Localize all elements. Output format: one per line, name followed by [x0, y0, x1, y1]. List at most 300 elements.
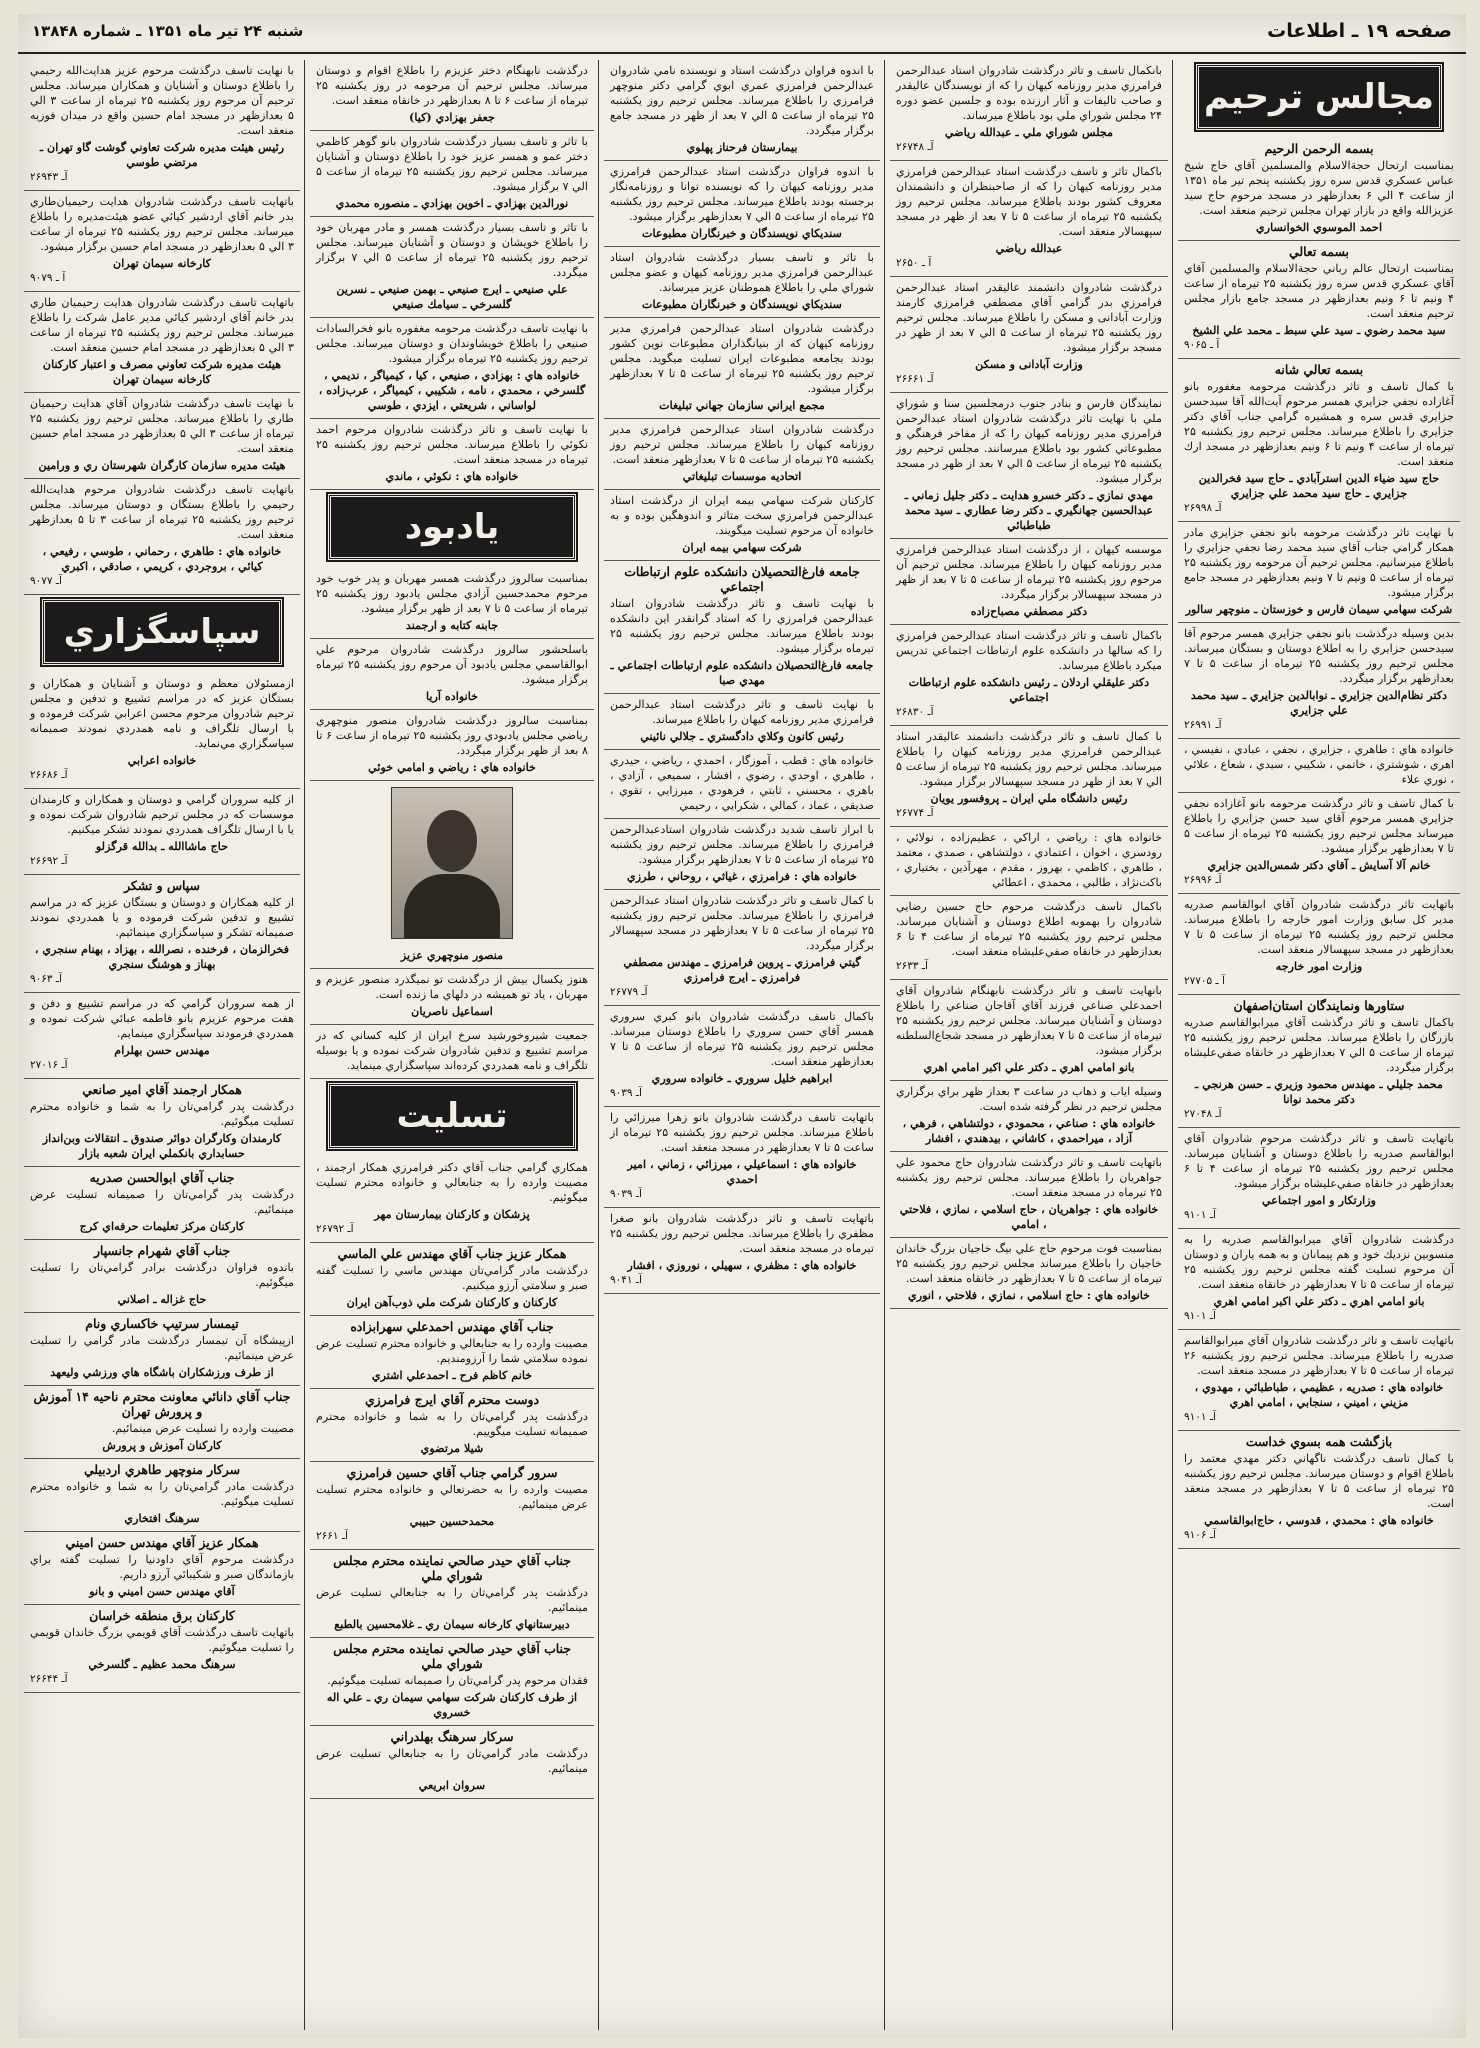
notice-sign: وزارت امور خارجه — [1275, 959, 1363, 973]
notice-body: همكاري گرامي جناب آقاي دكتر فرامرزي همكار ارجمند ، مصيبت وارده را به جنابعالي و خانواده محترم تسليت ميگوئيم. — [316, 1161, 588, 1204]
tasliat-banner: تسليت — [328, 1083, 576, 1149]
notice-sign: جامعه فارغ‌التحصيلان دانشكده علوم ارتباطات اجتماعي ـ مهدي صبا — [610, 658, 874, 687]
notice-code: آـ ۲۶۹۹۶ — [1184, 874, 1222, 886]
notice-sign: نورالدين بهزادي ـ اخوين بهزادي ـ منصوره محمدي — [335, 196, 569, 210]
notice-body: خانواده هاي : رياضي ، اراكي ، عظيم‌زاده ، نولائي ، رودسري ، اخوان ، اعتمادي ، دولتشاهي ، صمدي ، معتمد ، طاهري ، كاظمي ، بهروز ، مقدم ، مهرآذين ، بختياري ، باكت‌نژاد ، طالبي ، محمدي ، اعطائي — [896, 831, 1162, 889]
notice-sign: هيئت مديره شركت تعاوني مصرف و اعتبار كاركنان كارخانه سيمان تهران — [42, 357, 282, 386]
notice-sign: شركت سهامي بيمه ايران — [682, 540, 802, 554]
notice-sign: خانواده هاي : جواهريان ، حاج اسلامي ، نمازي ، فلاحتي ، امامي — [899, 1202, 1159, 1231]
notice-sign: محمدحسين حبيبي — [409, 1514, 495, 1528]
notice-sign: خانواده هاي : بهزادي ، صنيعي ، كيا ، كيمياگر ، نديمي ، گلسرخي ، محمدي ، نامه ، شكيبي ، كيمياگر ، عرب‌زاده ، لواساني ، شريعتي ، ايزدي ، طوسي — [318, 368, 586, 412]
notice-block — [24, 191, 300, 292]
notice-block — [24, 479, 300, 595]
notice-block — [890, 896, 1168, 980]
notice-block — [310, 1550, 594, 1638]
notice-list — [1178, 138, 1460, 1549]
notice-sign: خانواده هاي : محمدي ، قدوسي ، حاج‌ابوالقاسمي — [1204, 1513, 1434, 1527]
notice-code: آـ ۲۶۳۳ — [896, 960, 928, 972]
notice-block — [1178, 739, 1460, 793]
notice-title: جناب آقاي دانائي معاونت محترم ناحيه ۱۴ آموزش و پرورش تهران — [33, 1389, 291, 1419]
notice-title: همكار عزيز جناب آقاي مهندس علي الماسي — [337, 1246, 567, 1261]
notice-sign: دكتر مصطفي مصباح‌زاده — [970, 604, 1088, 618]
column-rule — [598, 60, 599, 2030]
notice-block — [310, 1726, 594, 1799]
column-5 — [24, 60, 300, 2030]
notice-sign: رئيس هيئت مديره شركت تعاوني گوشت گاو تهران ـ مرتضي طوسي — [39, 140, 285, 169]
notice-sign: ابراهيم خليل سروري ـ خانواده سروري — [651, 1071, 833, 1085]
notice-body: بمناسبت ارتحال عالم رباني حجة‌الاسلام والمسلمين آقاي آقاي عسكري قدس سره روز يكشنبه ۲۵ تيرماه از ساعت ۴ ونيم تا ۶ ونيم بعدازظهر در مسجد جامع بازار مجلس ترحيم منعقد است. — [1184, 262, 1454, 320]
notice-sign: محمد جليلي ـ مهندس محمود وزيري ـ حسن هرنجي ـ دكتر محمد نوانا — [1195, 1077, 1443, 1106]
notice-block — [24, 1313, 300, 1386]
notice-title: سركار سرهنگ بهلدراني — [390, 1729, 514, 1744]
notice-block — [890, 161, 1168, 277]
notice-body: با اندوه فراوان درگذشت استاد و نويسنده نامي شادروان عبدالرحمن فرامرزي عمري ابوي گرامي دكتر منوچهر فرامرزي را باطلاع ميرساند. مجلس ترحيم روز يكشنبه ۲۵ تيرماه از ساعت ۵ الي ۷ بعد از ظهر در مسجد جامع برگزار ميگردد. — [610, 64, 874, 137]
notice-block — [890, 1152, 1168, 1238]
notice-block — [890, 1081, 1168, 1152]
notice-sign: خانواده هاي : مظفري ، سهيلي ، نوروزي ، افشار — [627, 1258, 857, 1272]
notice-sign: خانواده هاي : حاج اسلامي ، نمازي ، فلاحتي ، انوري — [907, 1288, 1151, 1302]
notice-title: جامعه فارغ‌التحصيلان دانشكده علوم ارتباطات اجتماعي — [624, 564, 860, 594]
notice-code: آـ ۲۶۹۹۱ — [1184, 719, 1222, 731]
notice-title: بسمه تعالي شانه — [1274, 362, 1364, 377]
notice-title: كاركنان برق منطقه خراسان — [89, 1608, 235, 1623]
notice-body: وسيله اياب و ذهاب در ساعت ۳ بعداز ظهر براي برگزاري مجلس ترحيم در نظر گرفته شده است. — [896, 1085, 1162, 1113]
notice-block — [1178, 1330, 1460, 1431]
notice-list — [310, 568, 594, 781]
notice-body: با كمال تاسف و تاثر درگذشت مرحومه بانو آغازاده نجفي جزايري همسر مرحوم آقاي سيد حسن جزايري را باطلاع ميرساند مجلس ترحيم روز يكشنبه ۲۵ تيرماه از ساعت ۵ تا ۷ بعدازظهر برگزار ميشود. — [1184, 797, 1454, 855]
notice-block — [604, 161, 880, 247]
column-4 — [310, 60, 594, 2030]
notice-body: فقدان مرحوم پدر گرامي‌تان را صميمانه تسليت ميگوئيم. — [327, 1674, 588, 1687]
notice-title: جناب آقاي شهرام جانسپار — [93, 1243, 231, 1258]
notice-block — [604, 1208, 880, 1294]
notice-block — [890, 980, 1168, 1081]
notice-block — [310, 639, 594, 710]
notice-block — [24, 875, 300, 993]
notice-body: درگذشت شادروان استاد عبدالرحمن فرامرزي مدير روزنامه كيهان را باطلاع ميرساند. مجلس ترحيم روز يكشنبه ۲۵ تيرماه از ساعت ۵ تا ۷ بعدازظهر منعقد است. — [610, 423, 874, 466]
notice-title: دوست محترم آقاي ايرج فرامرزي — [364, 1392, 540, 1407]
notice-sign: شيلا مرتضوي — [420, 1441, 484, 1455]
notice-block — [1178, 1229, 1460, 1330]
notice-title: جناب آقاي حيدر صالحي نماينده محترم مجلس شوراي ملي — [333, 1641, 571, 1671]
notice-body: باتهايت تاسف درگذشت آقاي قويمي بزرگ خاندان قويمي را تسليت ميگوئيم. — [30, 1626, 294, 1654]
notice-block — [24, 789, 300, 875]
notice-body: مصيبت وارده را تسليت عرض مينمائيم. — [111, 1422, 294, 1435]
notice-block — [604, 318, 880, 419]
column-1 — [1178, 60, 1460, 2030]
notice-block — [890, 1238, 1168, 1309]
notice-sign: كاركنان و كاركنان شركت ملي ذوب‌آهن ايران — [346, 1295, 558, 1309]
notice-code: آـ ۲۶۸۳۰ — [896, 706, 934, 718]
notice-sign: خانم كاظم فرح ـ احمدعلي اشتري — [371, 1368, 533, 1382]
notice-block — [24, 1167, 300, 1240]
notice-block — [310, 568, 594, 639]
notice-block — [24, 292, 300, 393]
notice-sign: شركت سهامي سيمان فارس و خوزستان ـ منوچهر سالور — [1185, 602, 1453, 616]
notice-block — [24, 1605, 300, 1693]
notice-sign: حاج ماشاالله ـ بدالله قرگزلو — [95, 839, 229, 853]
notice-sign: خانواده هاي : اسماعيلي ، ميرزائي ، زماني ، امير احمدي — [627, 1157, 857, 1186]
notice-list — [604, 60, 880, 1294]
notice-body: با نهايت تاسف و تاثر درگذشت استاد عبدالرحمن فرامرزي مدير روزنامه كيهان را باطلاع ميرساند. — [610, 698, 874, 726]
notice-block — [310, 419, 594, 490]
notice-sign: هيئت مديره سازمان كارگران شهرستان ري و ورامين — [38, 458, 286, 472]
sepasgozari-banner: سپاسگزاري — [42, 599, 282, 665]
notice-block — [604, 819, 880, 890]
notice-code: آـ ۲۶۶۶۱ — [896, 373, 934, 385]
notice-code: آـ ۲۶۷۴۸ — [896, 141, 934, 153]
notice-body: باتهايت تاسف و تاثر درگذشت شادروان حاج محمود علي جواهريان را باطلاع ميرساند. مجلس ترحيم روز يكشنبه ۲۵ تيرماه در مسجد منعقد است. — [896, 1156, 1162, 1199]
notice-block — [1178, 359, 1460, 522]
notice-body: باكمال تاسف درگذشت شادروان بانو كبري سروري همسر آقاي حسن سروري را باطلاع دوستان ميرساند. مجلس ترحيم روز يكشنبه ۲۵ تيرماه از ساعت ۵ تا ۷ بعدازظهر منعقد است. — [610, 1010, 874, 1068]
newspaper-page — [18, 14, 1466, 2038]
notice-body: بانهايت تاسف و تاثر درگذشت نابهنگام شادروان آقاي احمدعلي صناعي فرزند آقاي آقاجان صناعي را باطلاع دوستان و آشنايان ميرساند. مجلس ترحيم روز يكشنبه ۲۵ تيرماه از ساعت ۵ تا ۷ بعدازظهر در مسجد شجاع‌السلطنه برگزار ميشود. — [896, 984, 1162, 1057]
notice-body: باكمال تاسف درگذشت مرحوم حاج حسين رضايي شادروان را بهموبه اطلاع دوستان و آشنايان ميرساند. مجلس ترحيم روز يكشنبه ۲۵ تيرماه از ساعت ۴ تا ۶ بعدازظهر در خانقاه صفي‌عليشاه منعقد است. — [896, 900, 1162, 958]
notice-title: بسمه تعالي — [1289, 244, 1349, 259]
notice-body: باكمال تاثر و تاسف درگذشت استاد عبدالرحمن فرامرزي مدير روزنامه كيهان را كه از صاحبنظران و دانشمندان معروف كشور بودند باطلاع ميرساند. مجلس ترحيم روز يكشنبه ۲۵ تيرماه از ساعت ۵ تا ۷ بعد از ظهر در مسجد سپهسالار منعقد است. — [896, 165, 1162, 238]
notice-body: خانواده هاي : طاهري ، جزايري ، نجفي ، عبادي ، نفيسي ، اهري ، شوشتري ، خاتمي ، شكيبي ، سيدي ، شعاع ، علائي ، نوري علاء — [1184, 743, 1454, 786]
notice-block — [1178, 793, 1460, 894]
notice-sign: خانواده هاي : طاهري ، رحماني ، طوسي ، رفيعي ، كيائي ، بروجردي ، كريمي ، صادقي ، اكبري — [42, 544, 282, 573]
notice-block — [1178, 1128, 1460, 1229]
notice-sign: پزشكان و كاركنان بيمارستان مهر — [374, 1207, 530, 1221]
notice-code: آـ ۲۶۶۴۴ — [30, 1673, 68, 1685]
notice-block — [604, 419, 880, 490]
notice-sign: خانم آلا آسايش ـ آقاي دكتر شمس‌الدين جزايري — [1207, 858, 1431, 872]
notice-sign: خانواده اعرابي — [127, 753, 197, 767]
notice-block — [310, 217, 594, 318]
notice-block — [310, 60, 594, 131]
notice-block — [24, 993, 300, 1079]
notice-code: آـ ۹۱۰۱ — [1184, 1209, 1216, 1221]
notice-body: خانواده هاي : قطب ، آموزگار ، احمدي ، رياضي ، حيدري ، طاهري ، اوحدي ، رضوي ، افشار ، سميعي ، آزادي ، باهري ، محسني ، ثابتي ، فرهودي ، ميرزايي ، تقوي ، صديقي ، عماد ، كمالي ، شكرايي ، رحيمي — [610, 754, 874, 812]
notice-block — [604, 60, 880, 161]
notice-list — [890, 60, 1168, 1309]
notice-sign: سرهنگ محمد عظيم ـ گلسرخي — [88, 1657, 236, 1671]
notice-block — [604, 694, 880, 750]
notice-body: با اندوه فراوان درگذشت استاد عبدالرحمن فرامرزي مدير روزنامه كيهان را كه نويسنده توانا و روزنامه‌نگار برجسته بودند باطلاع ميرساند. مجلس ترحيم روز يكشنبه ۲۵ تيرماه از ساعت ۵ الي ۷ بعدازظهر برگزار ميشود. — [610, 165, 874, 223]
notice-body: از همه سروران گرامي كه در مراسم تشييع و دفن و هفت مرحوم عزيزم بانو فاطمه عبائي شركت نموده و همدردي فرمودند سپاسگزاري مينمايم. — [30, 997, 294, 1040]
notice-body: با نهايت تاسف و تاثر درگذشت شادروان استاد عبدالرحمن فرامرزي را كه استاد گرانقدر اين دانشكده بودند باطلاع ميرساند. مجلس ترحيم روز يكشنبه ۲۵ تيرماه برگزار ميشود. — [610, 597, 874, 655]
notice-code: آـ ۹۰۳۹ — [610, 1188, 642, 1200]
notice-body: موسسه كيهان ، از درگذشت استاد عبدالرحمن فرامرزي مدير روزنامه كيهان را باطلاع ميرساند. مجلس ترحيم آن مرحوم روز يكشنبه ۲۵ تيرماه از ساعت ۵ تا ۷ بعد از ظهر در مسجد سپهسالار برگزار ميگردد. — [896, 543, 1163, 601]
notice-code: آـ ۹۱۰۱ — [1184, 1310, 1216, 1322]
notice-sign: خانواده هاي : فرامرزي ، غياثي ، روحاني ، طرزي — [626, 869, 858, 883]
notice-body: درگذشت نابهنگام دختر عزيزم را باطلاع اقوام و دوستان ميرساند. مجلس ترحيم آن مرحومه در روز يكشنبه ۲۵ تيرماه از ساعت ۶ تا ۸ بعدازظهر در خانقاه منعقد است. — [316, 64, 588, 107]
notice-block — [1178, 995, 1460, 1128]
notice-body: با تاثر و تاسف بسيار درگذشت شادروان استاد عبدالرحمن فرامرزي مدير روزنامه كيهان و عضو مجلس شوراي ملي را باطلاع هموطنان عزيز ميرساند. — [610, 251, 874, 294]
notice-code: آـ ۲۶۷۹۲ — [316, 1223, 354, 1235]
photo-caption: منصور منوچهري عزيز — [310, 945, 594, 969]
notice-body: با تاثر و تاسف بسيار درگذشت همسر و مادر مهربان خود را باطلاع خويشان و دوستان و آشنايان ميرساند. مجلس ترحيم روز يكشنبه ۲۵ تيرماه از ساعت ۵ الي ۷ برگزار ميگردد. — [316, 221, 588, 279]
notice-sign: سروان ابريعي — [418, 1778, 486, 1792]
notice-block — [310, 1389, 594, 1462]
notice-body: با نهايت تاسف درگذشت مرحوم عزيز هدايت‌الله رحيمي را باطلاع دوستان و آشنايان و همكاران ميرساند. مجلس ترحيم آن مرحوم روز يكشنبه ۲۵ تيرماه از ساعت ۳ الي ۵ بعدازظهر در مسجد امام حسين واقع در ميدان فوزيه منعقد است. — [30, 64, 294, 137]
notice-sign: سنديكاي نويسندگان و خبرنگاران مطبوعات — [641, 226, 843, 240]
notice-body: باتهايت تاسف درگذشت شادروان مرحوم هدايت‌الله رحيمي را باطلاع بستگان و دوستان ميرساند. مجلس ترحيم روز يكشنبه ۲۵ تيرماه از ساعت ۳ تا ۵ بعدازظهر منعقد است. — [30, 483, 295, 541]
notice-code: آـ ۲۷۰۱۶ — [30, 1059, 68, 1071]
notice-block — [310, 969, 594, 1025]
notice-code: آـ ۹۰۷۷ — [30, 575, 62, 587]
notice-sign: سنديكاي نويسندگان و خبرنگاران مطبوعات — [641, 297, 843, 311]
notice-sign: خانواده آريا — [425, 689, 479, 703]
notice-code: آـ ۲۶۶۹۲ — [30, 855, 68, 867]
notice-sign: خانواده هاي : صناعي ، محمودي ، دولتشاهي ، فرهي ، آزاد ، ميراحمدي ، كاشاني ، بيدهندي ، افشار — [902, 1116, 1156, 1145]
notice-block — [604, 247, 880, 318]
notice-sign: فخرالزمان ، فرخنده ، نصرالله ، بهزاد ، بهنام سنجري ، بهناز و هوشنگ سنجري — [34, 942, 290, 971]
notice-body: باتهايت تاسف و تاثر درگذشت مرحوم شادروان آقاي ابوالقاسم صدريه را باطلاع دوستان و آشنايان ميرساند. مجلس ترحيم روز يكشنبه ۲۵ تيرماه از ساعت ۴ تا ۶ بعدازظهر در خانقاه صفي‌عليشاه برگزار ميشود. — [1184, 1132, 1454, 1190]
page-label: صفحه ۱۹ ـ اطلاعات — [1267, 20, 1452, 42]
notice-block — [24, 673, 300, 789]
notice-body: كاركنان شركت سهامي بيمه ايران از درگذشت استاد عبدالرحمن فرامرزي سخت متاثر و اندوهگين بوده و به خانواده آن مرحوم تسليت ميگويند. — [610, 494, 874, 537]
notice-list — [310, 1157, 594, 1799]
notice-body: باتهايت تاسف درگذشت شادروان بانو زهرا ميرزائي را باطلاع ميرساند. مجلس ترحيم روز يكشنبه ۲۵ تيرماه از ساعت ۵ تا ۷ بعدازظهر در مسجد منعقد است. — [610, 1111, 874, 1154]
notice-body: درگذشت پدر گرامي‌تان را به جنابعالي تسليت عرض مينمائيم. — [316, 1586, 588, 1614]
notice-code: آـ ۹۱۰۱ — [1184, 1411, 1216, 1423]
notice-sign: كارخانه سيمان تهران — [113, 256, 211, 270]
notice-block — [310, 1243, 594, 1316]
notice-code: آ ـ ۹۰۷۹ — [30, 272, 66, 284]
notice-body: باكمال تاسف و تاثر درگذشت آقاي ميرابوالقاسم صدريه بازرگان را باطلاع ميرساند. مجلس ترحيم روز يكشنبه ۲۵ تيرماه از ساعت ۵ الي ۷ بعدازظهر در خانقاه صفي‌عليشاه برگزار ميگردد. — [1184, 1016, 1454, 1074]
notice-block — [604, 561, 880, 694]
notice-block — [24, 1079, 300, 1167]
notice-block — [890, 625, 1168, 726]
notice-body: باتهايت تاسف و تاثر درگذشت شادروان آقاي ميرابوالقاسم صدريه را باطلاع ميرساند. مجلس ترحيم روز يكشنبه ۲۶ تيرماه از ساعت ۵ تا ۷ بعدازظهر در مسجد منعقد است. — [1184, 1334, 1454, 1377]
notice-code: آـ ۹۰۳۹ — [610, 1087, 642, 1099]
notice-body: با نهايت تاسف درگذشت مرحومه مغفوره بانو فخرالسادات صنيعي را باطلاع خويشاوندان و دوستان ميرساند. مجلس ترحيم روز يكشنبه ۲۵ تيرماه برگزار ميشود. — [316, 322, 588, 365]
notice-title: جناب آقاي ابوالحسن صدريه — [89, 1170, 235, 1185]
notice-sign: وزارت آبادانی و مسكن — [975, 357, 1083, 371]
notice-body: بمناسبت فوت مرحوم حاج علي بيگ خاجيان بزرگ خاندان خاجيان را باطلاع ميرساند مجلس ترحيم روز يكشنبه ۲۵ تيرماه از ساعت ۵ تا ۷ بعدازظهر در خانقاه منعقد است. — [896, 1242, 1162, 1285]
notice-body: درگذشت پدر گرامي‌تان را صميمانه تسليت عرض مينمائيم. — [30, 1188, 294, 1216]
notice-sign: جعفر بهزادي (كيا) — [409, 110, 495, 124]
notice-title: بازگشت همه بسوي خداست — [1245, 1434, 1393, 1449]
notice-title: سركار منوچهر طاهري اردبيلي — [83, 1462, 241, 1477]
notice-block — [24, 1459, 300, 1532]
notice-body: باتهايت تاسف درگذشت شادروان هدايت رحيميان طاري بدر خانم آقاي اردشير كيائي مدير عامل شركت را باطلاع ميرساند. مجلس ترحيم روز يكشنبه ۲۵ تيرماه از ساعت ۳ الي ۵ بعدازظهر در مسجد امام حسين منعقد است. — [30, 296, 294, 354]
notice-sign: بيمارستان فرحناز پهلوي — [686, 140, 798, 154]
notice-body: با نهايت تاسف و تاثر درگذشت شادروان مرحوم احمد نكوئي را باطلاع ميرساند. مجلس ترحيم روز يكشنبه ۲۵ تيرماه در مسجد منعقد است. — [316, 423, 588, 466]
notice-block — [24, 1240, 300, 1313]
notice-body: از كليه سروران گرامي و دوستان و همكاران و كارمندان موسسات كه در مجلس ترحيم شادروان شركت نموده و يا با ارسال تلگراف همدردي نمودند تشكر ميكنيم. — [30, 793, 294, 836]
notice-body: درگذشت مادر گرامي‌تان را به شما و خانواده محترم تسليت ميگوئيم. — [30, 1480, 294, 1508]
notice-sign: اتحاديه موسسات تبليغاتي — [682, 469, 802, 483]
notice-body: درگذشت شادروان استاد عبدالرحمن فرامرزي مدير روزنامه كيهان كه از بنيانگذاران مطبوعات نوين كشور بودند بجامعه مطبوعات ايران تسليت ميگويد. مجلس ترحيم روز يكشنبه ۲۵ تيرماه از ساعت ۵ تا ۷ بعدازظهر برگزار ميشود. — [610, 322, 875, 395]
notice-list — [24, 60, 300, 595]
notice-block — [24, 1386, 300, 1459]
notice-body: با نهايت تاسف درگذشت شادروان آقاي هدايت رحيميان طاري را باطلاع ميرساند. مجلس ترحيم روز يكشنبه ۲۵ تيرماه از ساعت ۳ الي ۵ بعدازظهر در مسجد امام حسين منعقد است. — [30, 397, 294, 455]
notice-block — [604, 1107, 880, 1208]
notice-body: هنوز يكسال بيش از درگذشت تو نميگذرد منصور عزيزم و مهربان ، ياد تو هميشه در دلهاي ما زنده است. — [316, 973, 588, 1001]
notice-code: آـ ۲۶۹۴۳ — [30, 171, 68, 183]
notice-block — [1178, 522, 1460, 623]
notice-block — [1178, 138, 1460, 241]
notice-sign: مجلس شوراي ملي ـ عبدالله رياضي — [944, 125, 1114, 139]
notice-body: با كمال تاسف و تاثر درگذشت دانشمند عاليقدر استاد عبدالرحمن فرامرزي مدير روزنامه كيهان را باطلاع ميرساند. مجلس ترحيم روز يكشنبه ۲۵ تيرماه از ساعت ۵ الي ۷ بعد از ظهر در مسجد سپهسالار برگزار ميشود. — [896, 730, 1162, 788]
notice-block — [310, 1462, 594, 1550]
notice-block — [310, 1638, 594, 1726]
notice-body: با ابراز تاسف شديد درگذشت شادروان استادعبدالرحمن فرامرزي را باطلاع ميرساند. مجلس ترحيم روز يكشنبه ۲۵ تيرماه از ساعت ۵ تا ۷ بعدازظهر برگزار ميشود. — [610, 823, 874, 866]
notice-body: ازمسئولان معظم و دوستان و آشنايان و همكاران و بستگان عزيز كه در مراسم تشييع و تدفين و مجلس ترحيم شادروان مرحوم محسن اعرابي شركت فرموده و با ارسال تلگراف و نامه همدردي نمودند صميمانه سپاسگزاري مي‌نمايد. — [30, 677, 294, 750]
notice-block — [1178, 623, 1460, 739]
notice-sign: بانو امامي اهري ـ دكتر علي اكبر امامي اهري — [923, 1060, 1135, 1074]
notice-code: آـ ۲۶۷۷۹ — [610, 986, 648, 998]
notice-block — [890, 393, 1168, 539]
notice-list — [24, 673, 300, 1693]
notice-block — [310, 1157, 594, 1243]
notice-sign: جابنه كتابه و ارجمند — [405, 618, 499, 632]
notice-sign: خانواده هاي : رياضي و امامي خوئي — [368, 760, 536, 774]
notice-title: سپاس و تشكر — [124, 878, 200, 893]
notice-title: بسمه الرحمن الرحيم — [1264, 141, 1374, 156]
notice-body: بانكمال تاسف و تاثر درگذشت شادروان استاد عبدالرحمن فرامرزي مدير روزنامه كيهان را كه از نويسندگان عاليقدر و صاحب تاليفات و آثار ارزنده بوده و جلسين عضو دوره ۲۴ مجلس شوراي ملي بود باطلاع ميرساند. — [896, 64, 1162, 122]
notice-sign: علي صنيعي ـ ايرج صنيعي ـ بهمن صنيعي ـ نسرين گلسرخي ـ سيامك صنيعي — [336, 282, 568, 311]
notice-body: باتهايت تاسف و تاثر درگذشت شادروان بانو صغرا مظفري را باطلاع ميرساند. مجلس ترحيم روز يكشنبه ۲۵ تيرماه در مسجد منعقد است. — [610, 1212, 874, 1255]
notice-sign: حاج سيد ضياء الدين استرآبادي ـ حاج سيد فخرالدين جزايري ـ حاج سيد محمد علي جزايري — [1198, 471, 1440, 500]
notice-title: سرور گرامي جناب آقاي حسين فرامرزي — [346, 1465, 558, 1480]
notice-sign: اسماعيل ناصريان — [411, 1004, 493, 1018]
notice-code: آـ ۹۰۶۳ — [30, 973, 62, 985]
notice-sign: آقاي مهندس حسن اميني و بانو — [89, 1584, 235, 1598]
notice-block — [604, 890, 880, 1006]
notice-block — [310, 1025, 594, 1079]
notice-sign: از طرف كاركنان شركت سهامي سيمان ري ـ علي اله خسروي — [326, 1690, 578, 1719]
notice-code: آـ ۲۶۷۷۴ — [896, 807, 934, 819]
notice-title: ستاورها ونمايندگان استان‌اصفهان — [1233, 998, 1405, 1013]
notice-block — [24, 1532, 300, 1605]
notice-body: با كمال تاسف درگذشت ناگهاني دكتر مهدي معتمد را باطلاع اقوام و دوستان ميرساند. مجلس ترحيم روز يكشنبه ۲۵ تيرماه از ساعت ۵ تا ۷ بعدازظهر در مسجد منعقد است. — [1184, 1452, 1455, 1510]
notice-body: جمعيت شيروخورشيد سرخ ايران از كليه كساني كه در مراسم تشييع و تدفين شادروان شركت نموده و يا بوسيله تلگراف و نامه همدردي كرده‌اند سپاسگزاري مينمايد. — [316, 1029, 588, 1072]
notice-body: با كمال تاسف و تاثر درگذشت مرحومه مغفوره بانو آغازاده نجفي جزايري همسر مرحوم آيت‌الله آقا سيدحسن جزايري قدس سره و همشيره گرامي جناب آقاي دكتر جزايري را باطلاع ميرساند. مجلس ترحيم روز يكشنبه ۲۵ تيرماه از ساعت ۴ ونيم تا ۶ ونيم بعدازظهر در مسجد ارك منعقد است. — [1184, 380, 1454, 468]
notice-block — [310, 1316, 594, 1389]
notice-code: آ ـ ۲۷۷۰۵ — [1184, 975, 1225, 987]
notice-block — [890, 726, 1168, 827]
notice-body: با تاثر و تاسف بسيار درگذشت شادروان بانو گوهر كاظمي دختر عمو و همسر عزيز خود را باطلاع دوستان و آشنايان ميرساند. مجلس ترحيم روز يكشنبه ۲۵ تيرماه از ساعت ۵ الي ۷ برگزار ميشود. — [316, 135, 588, 193]
notice-body: مصيبت وارده را به جنابعالي و خانواده محترم تسليت عرض نموده سلامتي شما را آرزومنديم. — [316, 1337, 588, 1365]
column-rule — [884, 60, 885, 2030]
notice-sign: رئيس كانون وكلاي دادگستري ـ جلالي نائيني — [640, 729, 844, 743]
column-2 — [890, 60, 1168, 2030]
notice-body: بمناسبت سالروز درگذشت شادروان منصور منوچهري رياضي مجلس يادبودي روز يكشنبه ۲۵ تيرماه از ساعت ۶ تا ۸ بعد از ظهر برگزار ميگردد. — [316, 714, 588, 757]
notice-block — [24, 60, 300, 191]
notice-sign: دكتر عليقلي اردلان ـ رئيس دانشكده علوم ارتباطات اجتماعي — [908, 675, 1150, 704]
notice-title: تيمسار سرتيپ خاكساري ونام — [85, 1316, 239, 1331]
notice-block — [604, 1006, 880, 1107]
notice-block — [890, 60, 1168, 161]
notice-list — [310, 60, 594, 490]
notice-body: باكمال تاسف و تاثر درگذشت استاد عبدالرحمن فرامرزي را كه سالها در دانشكده علوم ارتباطات اجتماعي تدريس ميكرد باطلاع ميرساند. — [896, 629, 1162, 672]
notice-body: ازپيشگاه آن تيمسار درگذشت مادر گرامي را تسليت عرض مينمائيم. — [30, 1334, 294, 1362]
notice-code: آ ـ ۲۶۵۰ — [896, 257, 932, 269]
notice-title: همكار ارجمند آقاي امير صانعي — [82, 1082, 242, 1097]
notice-block — [24, 393, 300, 479]
notice-title: جناب آقاي حيدر صالحي نماينده محترم مجلس شوراي ملي — [333, 1553, 571, 1583]
majales-tarhim-banner: مجالس ترحيم — [1196, 64, 1442, 130]
notice-body: بمناسبت سالروز درگذشت همسر مهربان و پدر خوب خود مرحوم محمدحسين آزادي مجلس يادبود روز يكشنبه ۲۵ تيرماه از ساعت ۵ تا ۷ بعد از ظهر برگزار ميشود. — [316, 572, 588, 615]
notice-body: از كليه همكاران و دوستان و بستگان عزيز كه در مراسم تشييع و تدفين شركت فرموده و يا همدردي نمودند صميمانه تشكر و سپاسگزاري مينمائيم. — [30, 896, 294, 939]
notice-body: درگذشت مرحوم آقاي داودنيا را تسليت گفته براي بازماندگان صبر و شكيبائي آرزو داريم. — [30, 1553, 294, 1581]
notice-block — [1178, 894, 1460, 995]
notice-sign: رئيس دانشگاه ملي ايران ـ پروفسور يويان — [930, 791, 1128, 805]
notice-code: آـ ۹۰۴۱ — [610, 1274, 642, 1286]
notice-block — [604, 490, 880, 561]
notice-list — [310, 969, 594, 1079]
notice-sign: گيتي فرامرزي ـ پروين فرامرزي ـ مهندس مصطفي فرامرزي ـ ايرج فرامرزي — [623, 955, 861, 984]
column-rule — [1172, 60, 1173, 2030]
notice-block — [1178, 1431, 1460, 1549]
notice-code: آـ ۹۱۰۶ — [1184, 1529, 1216, 1541]
notice-sign: وزارتكار و امور اجتماعي — [1261, 1193, 1377, 1207]
notice-block — [310, 318, 594, 419]
notice-sign: مهندس حسن بهلرام — [114, 1043, 210, 1057]
column-rule — [304, 60, 305, 2030]
issue-date: شنبه ۲۴ تیر ماه ۱۳۵۱ ـ شماره ۱۳۸۴۸ — [32, 22, 304, 40]
notice-sign: سيد محمد رضوي ـ سيد علي سبط ـ محمد علي الشيخ — [1192, 323, 1446, 337]
notice-body: مصيبت وارده را به حضرتعالي و خانواده محترم تسليت عرض مينمائيم. — [316, 1483, 588, 1511]
notice-sign: دبيرستانهاي كارخانه سيمان ري ـ غلامحسين بالطبع — [334, 1617, 570, 1631]
notice-sign: دكتر نظام‌الدين جزايري ـ نوابالدين جزايري ـ سيد محمد علي جزايري — [1190, 688, 1448, 717]
notice-sign: خانواده هاي : نكوئي ، ماندي — [385, 469, 519, 483]
notice-body: با نهايت تاثر درگذشت مرحومه بانو نجفي جزايري مادر همكار گرامي جناب آقاي سيد محمد رضا نجفي جزايري را باطلاع ميرسانيم. مجلس ترحيم آن مرحومه روز يكشنبه ۲۵ تيرماه از ساعت ۵ ونيم تا ۷ ونيم بعدازظهر در مسجد جامع برگزار ميشود. — [1184, 526, 1455, 599]
notice-sign: مهدي نمازي ـ دكتر خسرو هدايت ـ دكتر جليل زماني ـ عبدالحسين جهانگيري ـ دكتر رضا عطاري ـ سيد محمد طباطبائي — [904, 488, 1154, 532]
notice-block — [310, 131, 594, 217]
notice-body: درگذشت شادروان آقاي ميرابوالقاسم صدريه را به منسوبين نزديك خود و هم پيمانان و به همه ياران و دوستان آن مرحوم تسليت گفته مجلس ترحيم روز يكشنبه ۲۵ تيرماه از ساعت ۵ تا ۷ بعدازظهر در خانقاه منعقد است. — [1184, 1233, 1454, 1291]
notice-body: درگذشت پدر گرامي‌تان را به شما و خانواده محترم صميمانه تسليت ميگوييم. — [316, 1410, 588, 1438]
notice-body: بمناسبت ارتحال حجة‌الاسلام والمسلمين آقاي حاج شيخ عباس عسكري قدس سره روز يكشنبه پنجم تير ماه ۱۳۵۱ از ساعت ۴ الي ۶ بعدازظهر در مسجد مرحوم حاج سيد عزيزالله واقع در بازار تهران مجلس ترحيم منعقد است. — [1184, 159, 1454, 217]
notice-code: آـ ۲۶۶۸۶ — [30, 769, 68, 781]
portrait-photo — [391, 787, 513, 939]
column-3 — [604, 60, 880, 2030]
notice-block — [890, 827, 1168, 896]
notice-body: درگذشت مادر گرامي‌تان را به جنابعالي تسليت عرض مينمائيم. — [316, 1747, 588, 1775]
notice-body: درگذشت مادر گرامي‌تان مهندس ماسي را تسليت گفته صبر و سلامتي آرزو ميكنيم. — [316, 1264, 588, 1292]
notice-body: درگذشت پدر گرامي‌تان را به شما و خانواده محترم تسليت ميگوئيم. — [30, 1100, 294, 1128]
notice-sign: عبدالله رياضي — [995, 241, 1063, 255]
notice-body: درگذشت شادروان دانشمند عاليقدر استاد عبدالرحمن فرامرزي بدر گرامي آقاي مصطفي فرامرزي كارمند وزارت آبادانی و مسكن را باطلاع ميرساند. مجلس ترحيم روز يكشنبه ۲۵ تيرماه از ساعت ۵ الي ۷ بعد از ظهر در مسجد برگزار ميشود. — [896, 281, 1162, 354]
notice-block — [604, 750, 880, 819]
notice-block — [1178, 241, 1460, 359]
notice-body: باتهايت تاسف درگذشت شادروان هدايت رحيميان‌طاري بدر خانم آقاي اردشير كيائي عضو هيئت‌مديره را باطلاع ميرساند. مجلس ترحيم روز يكشنبه ۲۵ تيرماه از ساعت ۳ الي ۵ بعدازظهر در مسجد امام حسين برگزار ميشود. — [30, 195, 294, 253]
notice-code: آـ ۲۷۰۴۸ — [1184, 1108, 1222, 1120]
notice-sign: سرهنگ افتخاري — [124, 1511, 200, 1525]
notice-body: باسلحشور سالروز درگذشت شادروان مرحوم علي ابوالقاسمي مجلس يادبود آن مرحوم روز يكشنبه ۲۵ تيرماه برگزار ميشود. — [316, 643, 588, 686]
notice-body: نمايندگان فارس و بنادر جنوب درمجلسين سنا و شوراي ملي با نهايت تاثر درگذشت شادروان استاد عبدالرحمن فرامرزي مدير روزنامه كيهان را كه از مفاخر فرهنگي و مطبوعاتي كشور بود باطلاع ميرسانند. مجلس ترحيم روز يكشنبه ۲۵ تيرماه از ساعت ۵ الي ۷ بعد از ظهر در مسجد برگزار ميشود. — [896, 397, 1162, 485]
notice-code: آـ ۲۶۶۱ — [316, 1530, 348, 1542]
notice-block — [310, 710, 594, 781]
notice-sign: كاركنان آموزش و پرورش — [102, 1438, 222, 1452]
notice-sign: كاركنان مركز تعليمات حرفه‌اي كرج — [79, 1219, 245, 1233]
notice-block — [890, 539, 1168, 625]
notice-sign: حاج غزاله ـ اصلاني — [117, 1292, 207, 1306]
notice-body: بدين وسيله درگذشت بانو نجفي جزايري همسر مرحوم آقا سيدحسن جزايري را به اطلاع دوستان و بستگان ميرساند. مجلس ترحيم روز يكشنبه ۲۵ تيرماه از ساعت ۵ تا ۷ بعدازظهر برگزار ميگردد. — [1184, 627, 1454, 685]
notice-code: آ ـ ۹۰۶۵ — [1184, 339, 1220, 351]
notice-code: آـ ۲۶۹۹۸ — [1184, 502, 1222, 514]
notice-body: با كمال تاسف و تاثر درگذشت شادروان استاد عبدالرحمن فرامرزي را باطلاع ميرساند. مجلس ترحيم روز يكشنبه ۲۵ تيرماه از ساعت ۵ تا ۷ بعدازظهر در مسجد سپهسالار برگزار ميگردد. — [610, 894, 875, 952]
notice-body: باندوه فراوان درگذشت برادر گرامي‌تان را تسليت ميگوئيم. — [30, 1261, 294, 1289]
notice-block — [890, 277, 1168, 393]
yadbood-banner: يادبود — [328, 494, 576, 560]
notice-title: همكار عزيز آقاي مهندس حسن اميني — [65, 1535, 259, 1550]
notice-sign: كارمندان وكارگران دوائر صندوق ـ انتقالات وبن‌انداز حسابداري بانكملي ايران شعبه بازار — [42, 1131, 282, 1160]
notice-sign: احمد الموسوي الخوانساري — [1255, 220, 1383, 234]
notice-sign: خانواده هاي : صدريه ، عظيمي ، طباطبائي ، مهدوي ، مزيني ، اميني ، سنجابي ، امامي اهري — [1194, 1380, 1444, 1409]
page-header — [18, 14, 1466, 54]
notice-sign: بانو امامي اهري ـ دكتر علي اكبر امامي اهري — [1213, 1294, 1425, 1308]
notice-sign: از طرف ورزشكاران باشگاه هاي ورزشي وليعهد — [50, 1365, 274, 1379]
notice-sign: مجمع ايراني سازمان جهاني تبليغات — [659, 398, 825, 412]
notice-title: جناب آقاي مهندس احمدعلي سهرابزاده — [350, 1319, 554, 1334]
notice-body: باتهايت تاثر درگذشت شادروان آقاي ابوالقاسم صدريه مدير كل سابق وزارت امور خارجه را باطلاع ميرساند. مجلس ترحيم روز يكشنبه ۲۵ تيرماه از ساعت ۵ تا ۷ بعدازظهر در مسجد سپهسالار منعقد است. — [1184, 898, 1454, 956]
